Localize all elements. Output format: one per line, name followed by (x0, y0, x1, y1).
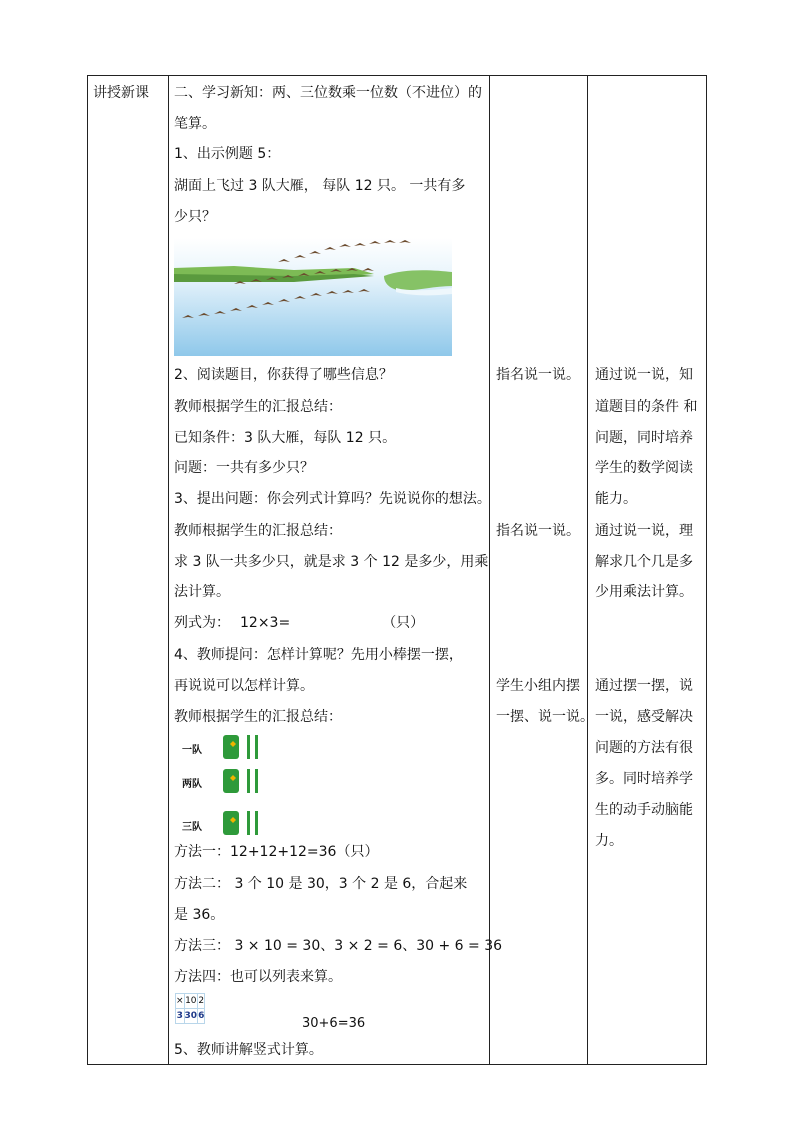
section-label: 讲授新课 (93, 85, 149, 101)
question-line1: 湖面上飞过 3 队大雁， 每队 12 只。 一共有多 (174, 178, 466, 194)
lesson-table (87, 75, 707, 1065)
teacher-summary-3: 教师根据学生的汇报总结： (174, 709, 342, 725)
multiplication-grid (175, 993, 205, 1024)
stick-label-3: 三队 (182, 822, 202, 833)
method-2-line1: 方法二： 3 个 10 是 30，3 个 2 是 6，合起来 (174, 876, 468, 892)
grid-cell: 2 (198, 994, 205, 1009)
formula: 12×3= (240, 615, 291, 631)
intent-1-line: 能力。 (595, 491, 637, 507)
intent-2-line: 解求几个几是多 (595, 554, 693, 570)
known-conditions: 已知条件：3 队大雁，每队 12 只。 (174, 430, 397, 446)
intent-3-line: 多。同时培养学 (595, 771, 693, 787)
teacher-summary-2: 教师根据学生的汇报总结： (174, 523, 342, 539)
formula-unit: （只） (382, 615, 425, 631)
step-4-line2: 再说说可以怎样计算。 (174, 678, 314, 694)
reasoning-line2: 法计算。 (174, 584, 230, 600)
reasoning-line1: 求 3 队一共多少只，就是求 3 个 12 是多少，用乘 (174, 554, 489, 570)
stick-label-2: 两队 (182, 779, 202, 790)
step-2: 2、阅读题目，你获得了哪些信息？ (174, 367, 393, 383)
grid-cell: × (176, 994, 185, 1009)
step-3: 3、提出问题：你会列式计算吗？先说说你的想法。 (174, 491, 491, 507)
intent-3-line: 力。 (595, 833, 623, 849)
intent-2-line: 通过说一说，理 (595, 523, 693, 539)
stick-bundle-1 (221, 733, 271, 761)
step-1: 1、出示例题 5： (174, 146, 281, 162)
method-1: 方法一：12+12+12=36（只） (174, 844, 379, 860)
question-line2: 少只？ (174, 209, 216, 225)
intent-1-line: 通过说一说，知 (595, 367, 693, 383)
method-2-line2: 是 36。 (174, 907, 225, 923)
formula-label: 列式为： (174, 615, 230, 631)
grid-cell: 10 (184, 994, 198, 1009)
question-text: 问题：一共有多少只？ (174, 460, 314, 476)
method-4: 方法四：也可以列表来算。 (174, 969, 342, 985)
activity-3-line2: 一摆、说一说。 (496, 709, 594, 725)
activity-3-line1: 学生小组内摆 (496, 678, 580, 694)
heading-line2: 笔算。 (174, 116, 216, 132)
intent-3-line: 一说，感受解决 (595, 709, 693, 725)
intent-2-line: 少用乘法计算。 (595, 584, 693, 600)
intent-1-line: 问题，同时培养 (595, 430, 693, 446)
intent-3-line: 通过摆一摆，说 (595, 678, 693, 694)
heading-line1: 二、学习新知：两、三位数乘一位数（不进位）的 (174, 85, 482, 101)
grid-cell: 3 (176, 1009, 185, 1024)
column-divider (489, 76, 490, 1064)
step-5: 5、教师讲解竖式计算。 (174, 1042, 323, 1058)
grid-result: 30+6=36 (302, 1016, 366, 1031)
column-divider (168, 76, 169, 1064)
step-4-line1: 4、教师提问：怎样计算呢？先用小棒摆一摆， (174, 647, 463, 663)
method-3: 方法三： 3 × 10 = 30、3 × 2 = 6、30 + 6 = 36 (174, 938, 503, 954)
intent-3-line: 问题的方法有很 (595, 740, 693, 756)
intent-3-line: 生的动手动脑能 (595, 802, 693, 818)
formula-row (174, 613, 424, 633)
stick-bundle-2 (221, 767, 271, 795)
geese-lake-illustration (174, 238, 452, 356)
activity-2: 指名说一说。 (496, 523, 580, 539)
activity-1: 指名说一说。 (496, 367, 580, 383)
column-divider (587, 76, 588, 1064)
grid-cell: 30 (184, 1009, 198, 1024)
stick-bundle-3 (221, 809, 271, 837)
intent-1-line: 道题目的条件 和 (595, 399, 698, 415)
intent-1-line: 学生的数学阅读 (595, 460, 693, 476)
grid-cell: 6 (198, 1009, 205, 1024)
teacher-summary-1: 教师根据学生的汇报总结： (174, 399, 342, 415)
stick-label-1: 一队 (182, 745, 202, 756)
